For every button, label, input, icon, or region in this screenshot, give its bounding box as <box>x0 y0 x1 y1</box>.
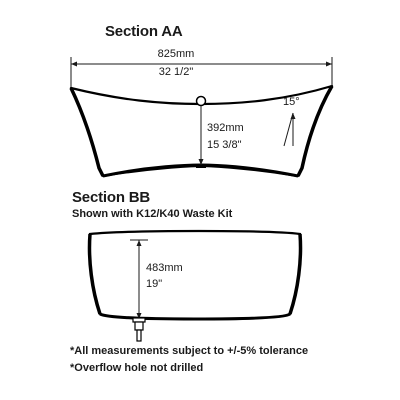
bb-height-mm-label: 483mm <box>146 262 183 274</box>
section-bb-subtitle: Shown with K12/K40 Waste Kit <box>72 208 233 220</box>
aa-width-arrow-right <box>326 62 332 67</box>
aa-height-mm-label: 392mm <box>207 122 244 134</box>
aa-width-in-label: 32 1/2" <box>158 66 194 78</box>
aa-width-mm-label: 825mm <box>157 48 195 60</box>
note-overflow: *Overflow hole not drilled <box>70 362 204 374</box>
bb-bath-outline <box>89 231 300 319</box>
bb-height-in-label: 19" <box>146 278 163 290</box>
note-tolerance: *All measurements subject to +/-5% tolerance <box>70 345 309 357</box>
section-aa-title: Section AA <box>105 23 183 40</box>
section-bb-title: Section BB <box>72 189 151 206</box>
section-aa-drawing <box>71 57 332 176</box>
section-bb-drawing <box>89 231 300 341</box>
overflow-hole-icon <box>197 97 206 106</box>
aa-width-arrow-left <box>71 62 77 67</box>
waste-kit-icon <box>133 318 145 341</box>
aa-height-in-label: 15 3/8" <box>207 139 242 151</box>
aa-angle-label: 15° <box>283 96 300 108</box>
